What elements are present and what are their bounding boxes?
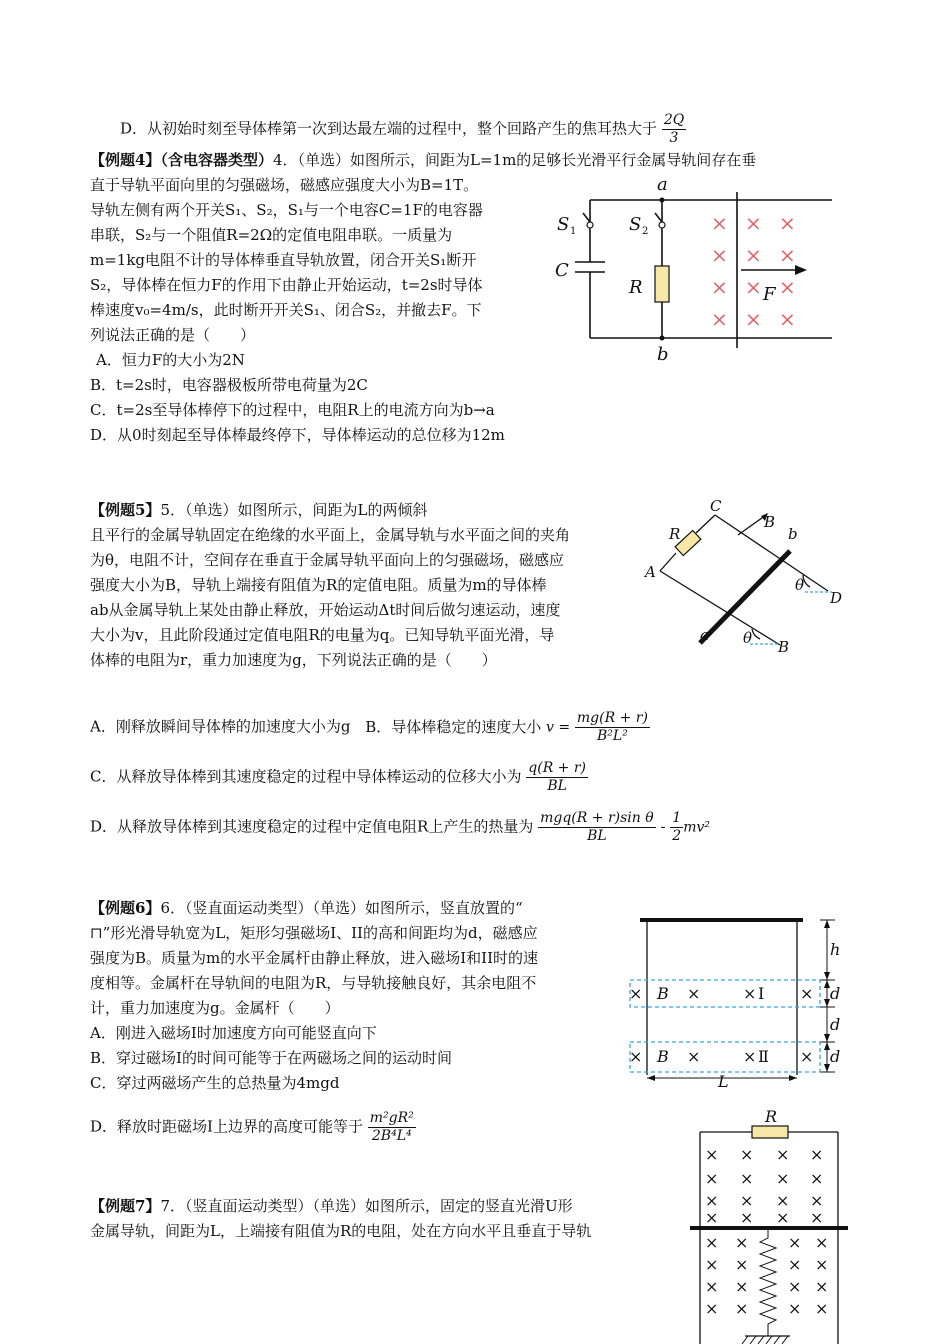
ex4-option-a: A．恒力F的大小为2N — [96, 351, 245, 369]
ex7-field-cross: × — [705, 1299, 719, 1318]
ex5-line-2: 且平行的金属导轨固定在绝缘的水平面上，金属导轨与水平面之间的夹角 — [90, 526, 571, 544]
ex4-label-c: C — [555, 260, 569, 281]
fraction-2q-3: $\frac{2Q}{3}$ — [663, 112, 685, 146]
ex4-field-cross: × — [711, 275, 728, 299]
ex7-field-cross: × — [815, 1233, 829, 1252]
ex7-field-cross: × — [735, 1233, 749, 1252]
ex7-field-cross: × — [815, 1255, 829, 1274]
ex6-label-d1: d — [830, 984, 841, 1003]
ex6-field-cross: × — [629, 984, 643, 1003]
ex6-rails-diagram — [625, 910, 845, 1090]
ex7-field-cross: × — [788, 1233, 802, 1252]
ex5-option-c-fraction: $\frac{q(R + r)}{BL}$ — [528, 760, 587, 794]
ex7-field-cross: × — [705, 1145, 719, 1164]
ex5-label-b-field: B — [764, 513, 776, 531]
ex7-field-cross: × — [735, 1255, 749, 1274]
ex4-type: （含电容器类型） — [160, 151, 273, 169]
ex4-label-f: F — [763, 284, 776, 305]
ex6-label-d3: d — [830, 1047, 841, 1066]
prev-option-d — [120, 112, 686, 147]
ex4-field-cross: × — [779, 243, 796, 267]
ex6-label-field-2: Ⅱ — [758, 1047, 769, 1066]
ex5-option-d-fraction: $\frac{\text{mgq(R + r)sin θ}}{BL}$ — [540, 810, 654, 844]
ex6-tag: 【例题6】 — [90, 899, 161, 917]
ex4-line-4: 串联，S₂与一个阻值R=2Ω的定值电阻串联。一质量为 — [90, 226, 453, 244]
ex5-line-1: 【例题5】5．（单选）如图所示，间距为L的两倾斜 — [90, 501, 428, 519]
ex5-option-d: D．从释放导体棒到其速度稳定的过程中定值电阻R上产生的热量为 $\frac{\text{mgq(R + r)sin θ}}{BL}$ - $\frac{1}{2}$ mv² — [90, 810, 711, 844]
ex6-option-b: B．穿过磁场I的时间可能等于在两磁场之间的运动时间 — [90, 1049, 452, 1067]
ex6-field-cross: × — [743, 1047, 757, 1066]
ex6-field-cross: × — [800, 984, 814, 1003]
ex5-label-a-upper: A — [645, 563, 656, 581]
ex5-label-r: R — [669, 525, 681, 543]
ex6-label-d2: d — [830, 1015, 841, 1034]
ex6-option-a: A．刚进入磁场I时加速度方向可能竖直向下 — [90, 1024, 377, 1042]
ex6-label-field-1: Ⅰ — [758, 984, 765, 1003]
ex7-field-cross: × — [776, 1145, 790, 1164]
ex6-line-5: 计，重力加速度为g。金属杆（ ） — [90, 999, 340, 1017]
ex4-circuit-diagram — [545, 170, 845, 370]
ex7-field-cross: × — [735, 1299, 749, 1318]
ex4-option-c: C．t=2s至导体棒停下的过程中，电阻R上的电流方向为b→a — [90, 401, 495, 419]
ex4-option-d: D．从0时刻起至导体棒最终停下，导体棒运动的总位移为12m — [90, 426, 505, 444]
ex7-field-cross: × — [776, 1208, 790, 1227]
ex7-field-cross: × — [810, 1169, 824, 1188]
ex6-line-2: ⊓”形光滑导轨宽为L，矩形匀强磁场I、II的高和间距均为d，磁感应 — [90, 924, 538, 942]
ex5-tag: 【例题5】 — [90, 501, 161, 519]
prev-option-d-text: D．从初始时刻至导体棒第一次到达最左端的过程中，整个回路产生的焦耳热大于 — [120, 119, 658, 138]
ex5-line-6: 大小为v，且此阶段通过定值电阻R的电量为q。已知导轨平面光滑，导 — [90, 626, 555, 644]
ex7-field-cross: × — [776, 1169, 790, 1188]
ex7-field-cross: × — [740, 1191, 754, 1210]
ex6-label-l: L — [718, 1072, 729, 1091]
ex4-field-cross: × — [779, 211, 796, 235]
svg-text:1: 1 — [570, 226, 577, 237]
ex5-option-b-fraction: $\frac{mg(R + r)}{\text{B²L²}}$ — [576, 710, 648, 744]
ex5-label-d: D — [830, 589, 843, 607]
ex6-line-1: 【例题6】6．（竖直面运动类型）（单选）如图所示，竖直放置的“ — [90, 899, 523, 917]
ex5-option-b: B．导体棒稳定的速度大小 — [365, 717, 542, 736]
ex4-label-b: b — [657, 344, 669, 365]
ex5-line-3: 为θ，电阻不计，空间存在垂直于金属导轨平面向上的匀强磁场，磁感应 — [90, 551, 565, 569]
ex7-field-cross: × — [788, 1277, 802, 1296]
ex4-field-cross: × — [711, 243, 728, 267]
ex6-line-3: 强度为B。质量为m的水平金属杆由静止释放，进入磁场I和II时的速 — [90, 949, 539, 967]
ex4-field-cross: × — [711, 211, 728, 235]
ex7-field-cross: × — [705, 1277, 719, 1296]
ex6-option-d: D．释放时距磁场I上边界的高度可能等于 $\frac{\text{m²gR²}}{\text{2B⁴L⁴}}$ — [90, 1110, 414, 1144]
ex7-field-cross: × — [740, 1169, 754, 1188]
ex4-line-1: 【例题4】（含电容器类型）4．（单选）如图所示，间距为L=1m的足够长光滑平行金属导轨间存在垂 — [90, 151, 757, 169]
ex7-rails-diagram — [690, 1108, 850, 1344]
ex5-option-c: C．从释放导体棒到其速度稳定的过程中导体棒运动的位移大小为 $\frac{q(R + r)}{BL}$ — [90, 760, 587, 794]
ex4-field-cross: × — [779, 307, 796, 331]
ex4-line-8: 列说法正确的是（ ） — [90, 326, 256, 344]
ex5-option-a: A．刚释放瞬间导体棒的加速度大小为g — [90, 717, 351, 736]
ex4-tag: 【例题4】 — [90, 151, 161, 169]
ex5-incline-diagram — [640, 495, 860, 660]
ex7-field-cross: × — [815, 1299, 829, 1318]
ex5-line-4: 强度大小为B，导轨上端接有阻值为R的定值电阻。质量为m的导体棒 — [90, 576, 547, 594]
ex4-option-b: B．t=2s时，电容器极板所带电荷量为2C — [90, 376, 368, 394]
ex4-field-cross: × — [745, 211, 762, 235]
ex6-field-cross: × — [743, 984, 757, 1003]
ex4-field-cross: × — [745, 275, 762, 299]
ex6-field-cross: × — [687, 984, 701, 1003]
ex4-field-cross: × — [745, 307, 762, 331]
ex7-field-cross: × — [810, 1208, 824, 1227]
ex7-field-cross: × — [788, 1299, 802, 1318]
ex4-field-cross: × — [711, 307, 728, 331]
ex6-field-cross: × — [629, 1047, 643, 1066]
ex6-field-cross: × — [687, 1047, 701, 1066]
ex5-label-a: a — [700, 626, 709, 644]
ex7-field-cross: × — [810, 1145, 824, 1164]
ex7-field-cross: × — [735, 1277, 749, 1296]
ex4-line-7: 棒速度v₀=4m/s，此时断开开关S₁、闭合S₂，并撤去F。下 — [90, 301, 482, 319]
ex5-label-theta-2: θ — [743, 629, 753, 647]
ex5-label-b: b — [788, 525, 798, 543]
ex4-field-cross: × — [779, 275, 796, 299]
ex7-field-cross: × — [705, 1255, 719, 1274]
ex7-field-cross: × — [810, 1191, 824, 1210]
ex7-field-cross: × — [705, 1208, 719, 1227]
ex7-field-cross: × — [705, 1191, 719, 1210]
ex6-field-cross: × — [800, 1047, 814, 1066]
ex5-option-d-half: $\frac{1}{2}$ — [672, 810, 682, 844]
ex6-line-4: 度相等。金属杆在导轨间的电阻为R，与导轨接触良好，其余电阻不 — [90, 974, 537, 992]
ex5-label-theta-1: θ — [795, 576, 805, 594]
ex7-field-cross: × — [740, 1208, 754, 1227]
ex5-label-c: C — [710, 497, 722, 515]
ex7-field-cross: × — [788, 1255, 802, 1274]
ex6-label-h: h — [830, 940, 841, 959]
ex7-field-cross: × — [776, 1191, 790, 1210]
ex4-line-5: m=1kg电阻不计的导体棒垂直导轨放置，闭合开关S₁断开 — [90, 251, 477, 269]
ex6-option-d-fraction: $\frac{\text{m²gR²}}{\text{2B⁴L⁴}}$ — [369, 1110, 414, 1144]
ex6-label-b2: B — [657, 1047, 669, 1066]
ex7-line-2: 金属导轨，间距为L，上端接有阻值为R的电阻，处在方向水平且垂直于导轨 — [90, 1222, 592, 1240]
ex7-field-cross: × — [705, 1169, 719, 1188]
ex4-field-cross: × — [745, 243, 762, 267]
ex5-line-5: ab从金属导轨上某处由静止释放，开始运动Δt时间后做匀速运动，速度 — [90, 601, 561, 619]
ex4-label-s2: S — [629, 214, 642, 235]
ex6-label-b1: B — [657, 984, 669, 1003]
ex4-label-s1: S — [557, 214, 570, 235]
ex7-tag: 【例题7】 — [90, 1197, 161, 1215]
ex4-line-2: 直于导轨平面向里的匀强磁场，磁感应强度大小为B=1T。 — [90, 176, 479, 194]
ex5-options-ab: A．刚释放瞬间导体棒的加速度大小为g B．导体棒稳定的速度大小 v = $\frac{mg(R + r)}{\text{B²L²}}$ — [90, 710, 648, 744]
ex7-line-1: 【例题7】7．（竖直面运动类型）（单选）如图所示，固定的竖直光滑U形 — [90, 1197, 573, 1215]
ex4-label-r: R — [629, 277, 643, 298]
svg-text:2: 2 — [642, 226, 649, 237]
ex5-label-b-lower: B — [778, 638, 790, 656]
ex4-line-6: S₂，导体棒在恒力F的作用下由静止开始运动，t=2s时导体 — [90, 276, 483, 294]
ex7-label-r: R — [765, 1107, 778, 1126]
ex4-label-a: a — [657, 174, 668, 195]
ex7-field-cross: × — [815, 1277, 829, 1296]
ex5-line-7: 体棒的电阻为r，重力加速度为g，下列说法正确的是（ ） — [90, 651, 497, 669]
ex7-field-cross: × — [740, 1145, 754, 1164]
ex6-option-c: C．穿过两磁场产生的总热量为4mgd — [90, 1074, 340, 1092]
ex7-field-cross: × — [705, 1233, 719, 1252]
ex4-line-3: 导轨左侧有两个开关S₁、S₂，S₁与一个电容C=1F的电容器 — [90, 201, 483, 219]
